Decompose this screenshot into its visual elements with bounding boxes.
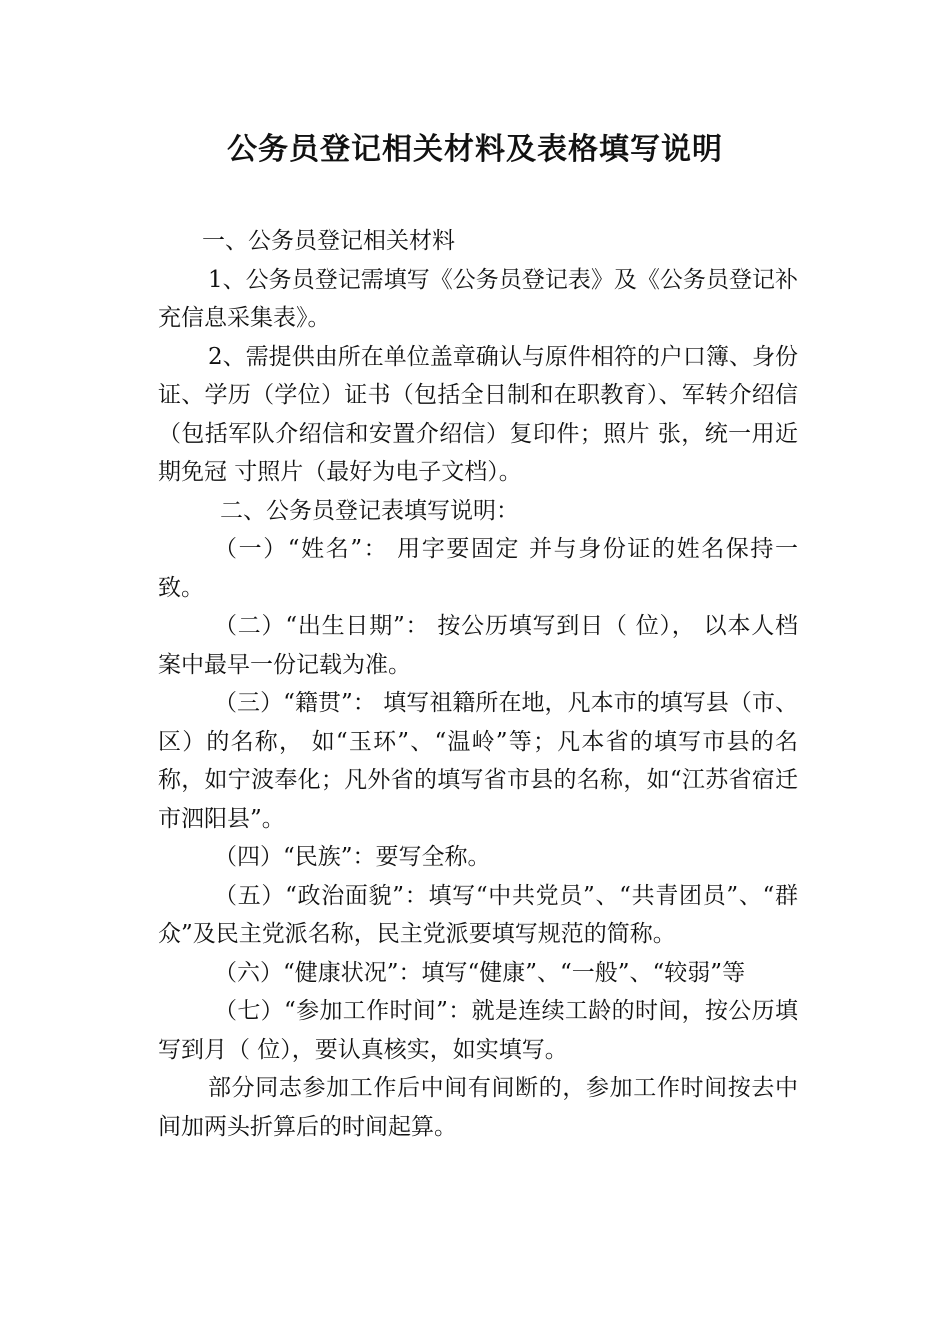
paragraph-item-2: 2、需提供由所在单位盖章确认与原件相符的户口簿、身份证、学历（学位）证书（包括全日制和在职教育）、军转介绍信（包括军队介绍信和安置介绍信）复印件；照片 张，统一用近期免冠 寸照片（最好为电子文档）。 [158,343,798,485]
paragraph-birthdate: （二）“出生日期”： 按公历填写到日（ 位）， 以本人档案中最早一份记载为准。 [158,613,798,678]
paragraph-interrupted-work: 部分同志参加工作后中间有间断的，参加工作时间按去中间加两头折算后的时间起算。 [158,1075,798,1140]
paragraph-name: （一）“姓名”： 用字要固定 并与身份证的姓名保持一致。 [158,536,798,601]
section-heading-instructions: 二、公务员登记表填写说明： [220,497,519,524]
paragraph-work-start-date: （七）“参加工作时间”：就是连续工龄的时间，按公历填写到月（ 位），要认真核实，如实填写。 [158,998,798,1063]
paragraph-native-place: （三）“籍贯”： 填写祖籍所在地，凡本市的填写县（市、区）的名称， 如“玉环”、“温岭”等；凡本省的填写市县的名称，如宁波奉化；凡外省的填写省市县的名称，如“江苏省宿迁市泗阳县”。 [158,690,798,832]
document-title: 公务员登记相关材料及表格填写说明 [227,132,723,167]
document-body [158,222,798,1146]
section-heading-materials: 一、公务员登记相关材料 [202,228,455,254]
paragraph-political-status: （五）“政治面貌”：填写“中共党员”、“共青团员”、“群众”及民主党派名称，民主党派要填写规范的简称。 [158,882,798,947]
paragraph-item-1: 1、公务员登记需填写《公务员登记表》及《公务员登记补充信息采集表》。 [158,266,798,331]
paragraph-health-status: （六）“健康状况”：填写“健康”、“一般”、“较弱”等 [214,959,746,986]
paragraph-ethnicity: （四）“民族”：要写全称。 [214,844,491,870]
